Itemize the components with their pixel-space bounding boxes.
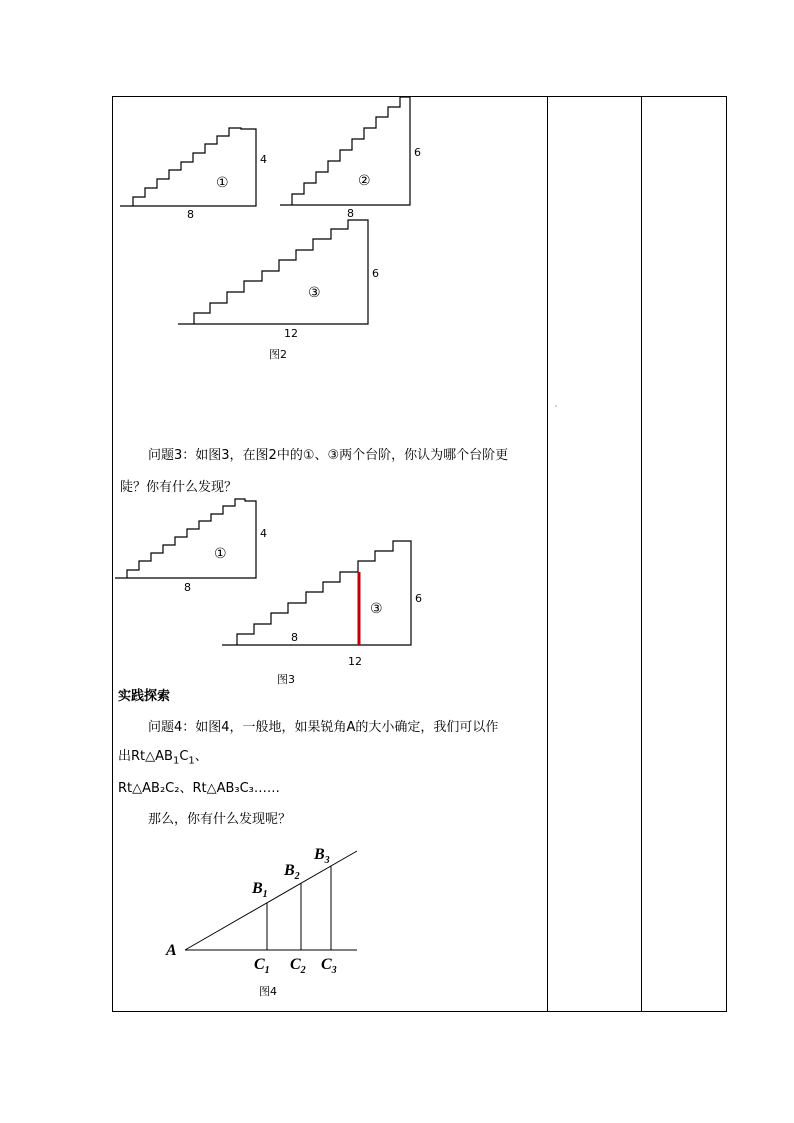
fig3-stair-1-height: 4 <box>260 527 267 540</box>
fig3-stair-3-marker: ③ <box>370 601 383 617</box>
point-c3-label: $C_3$ <box>321 956 337 976</box>
question-3-line-2: 陡？你有什么发现？ <box>120 480 238 495</box>
question-4-line-1: 问题4：如图4，一般地，如果锐角A的大小确定，我们可以作 <box>148 720 499 735</box>
question-4-line-2: 出$Rt\triangle AB_1C_1$、 <box>118 749 208 767</box>
stair-1-height: 4 <box>260 153 267 166</box>
fig3-stair-1-marker: ① <box>214 546 227 562</box>
fig3-stair-1-width: 8 <box>184 581 191 594</box>
stair-3-height: 6 <box>372 267 379 280</box>
fig3-inner-width: 8 <box>291 631 298 644</box>
figure-2-caption: 图2 <box>269 348 287 361</box>
stair-2-height: 6 <box>414 146 421 159</box>
point-c1-label: $C_1$ <box>254 956 270 976</box>
stair-1-marker: ① <box>216 175 229 191</box>
stair-2-marker: ② <box>358 173 371 189</box>
vertex-a-label: A <box>166 942 177 959</box>
figure-4-caption: 图4 <box>259 985 277 998</box>
question-3-line-1: 问题3：如图3，在图2中的①、③两个台阶，你认为哪个台阶更 <box>148 448 509 463</box>
fig3-stair-3-height: 6 <box>415 592 422 605</box>
stair-2-width: 8 <box>347 207 354 220</box>
point-b2-label: $B_2$ <box>284 862 300 882</box>
fig3-stair-3-width: 12 <box>348 655 362 668</box>
stair-3-marker: ③ <box>308 285 321 301</box>
stair-3-width: 12 <box>284 327 298 340</box>
question-4-line-4: 那么，你有什么发现呢？ <box>148 812 292 827</box>
stair-1-width: 8 <box>187 208 194 221</box>
point-c2-label: $C_2$ <box>290 956 306 976</box>
point-b1-label: $B_1$ <box>252 880 268 900</box>
question-4-line-3: Rt△AB₂C₂、Rt△AB₃C₃…… <box>118 781 280 796</box>
section-heading: 实践探索 <box>118 689 171 704</box>
figure-3-caption: 图3 <box>277 673 295 686</box>
point-b3-label: $B_3$ <box>314 846 330 866</box>
